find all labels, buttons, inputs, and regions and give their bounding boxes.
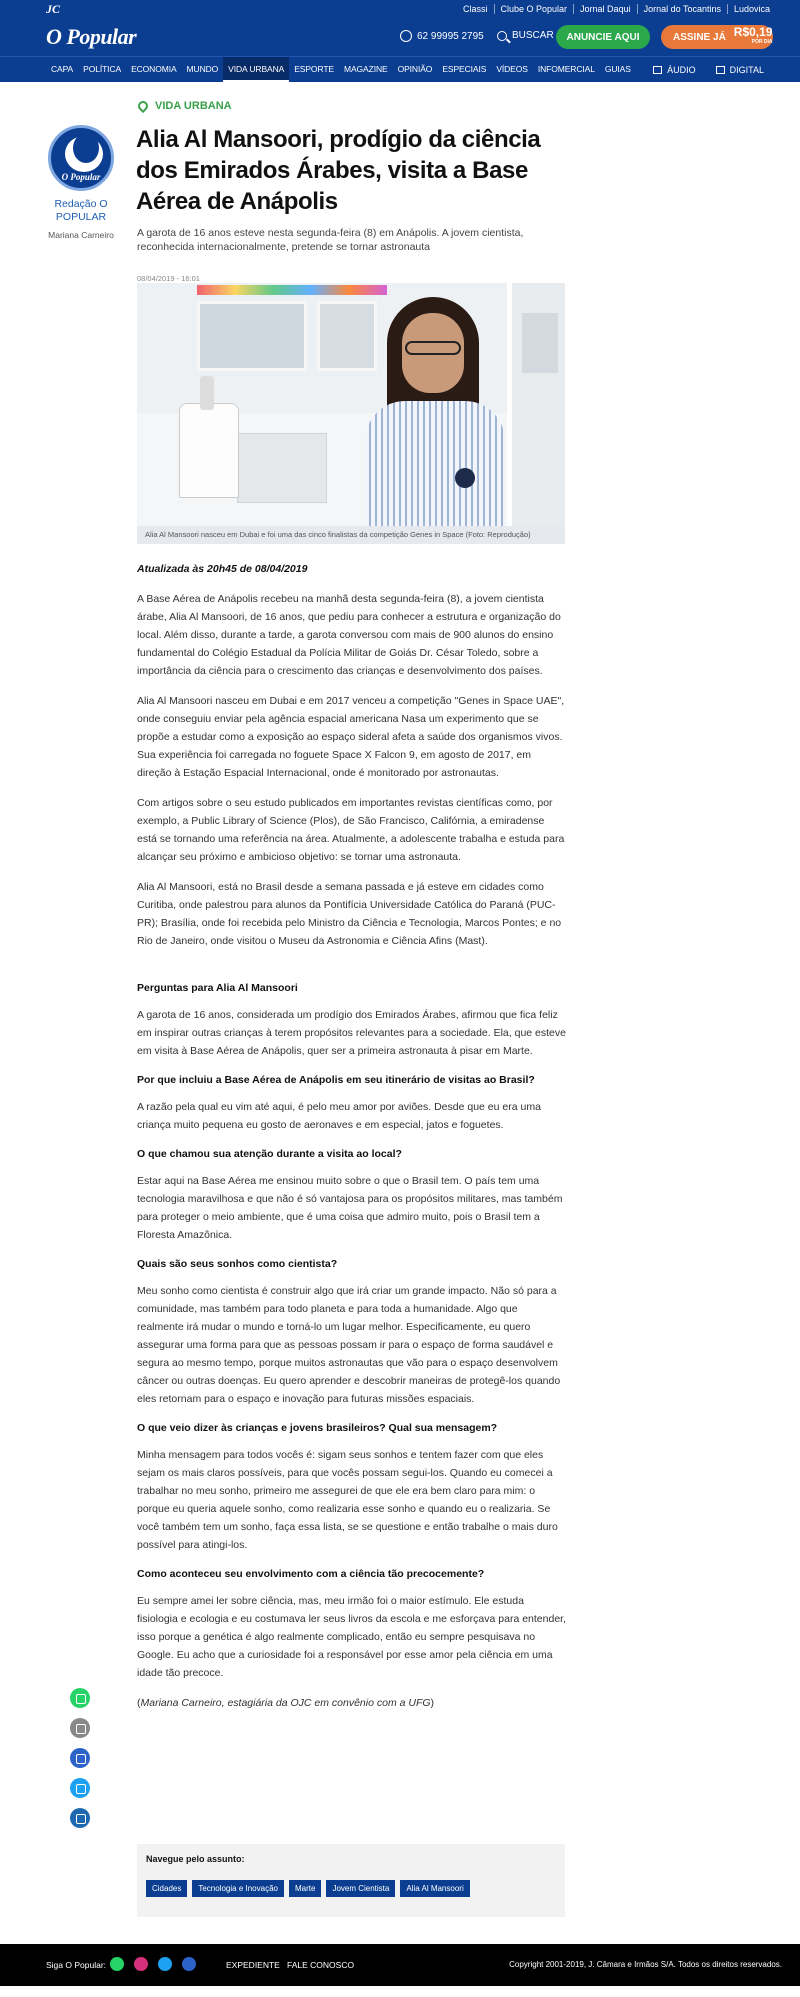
author-contributor: Mariana Carneiro: [48, 230, 114, 240]
search-label: BUSCAR: [512, 30, 554, 41]
interview-question: O que veio dizer às crianças e jovens brasileiros? Qual sua mensagem?: [137, 1422, 498, 1434]
photo-window: [197, 301, 307, 371]
assine-button[interactable]: [661, 25, 773, 49]
whatsapp-icon: [400, 30, 412, 42]
article-title: Alia Al Mansoori, prodígio da ciência dos Emirados Árabes, visita a Base Aérea de Anápolis: [136, 126, 541, 215]
follow-label: Siga O Popular:: [46, 1960, 107, 1970]
interview-question: Como aconteceu seu envolvimento com a ciência tão precocemente?: [137, 1568, 485, 1580]
interview-answer: A razão pela qual eu vim até aqui, é pelo meu amor por aviões. Desde que eu era uma criança muito pequena eu gosto de aeronaves e em especial, jatos e foguetes.: [137, 1101, 541, 1131]
popular-logo-mark: [65, 136, 103, 172]
topic-tag[interactable]: Alia Al Mansoori: [400, 1880, 469, 1897]
topic-tag[interactable]: Marte: [289, 1880, 321, 1897]
interview-answer: Minha mensagem para todos vocês é: sigam seus sonhos e tentem fazer com que eles sejam os mais claros possíveis, para que vocês possam segui-los. Quando eu comecei a trabalhar no meu sonho, primeiro me assegurei de que ele era bem claro para mim: o porque eu queria aquele sonho, como realizaria esse sonho e quando eu o realizaria. Se você também tem um sonho, faça essa lista, se se questione e então trabalhe o mais duro possível para atingi-los.: [137, 1449, 558, 1551]
search-button[interactable]: [497, 30, 554, 41]
interview-question: O que chamou sua atenção durante a visita ao local?: [137, 1148, 402, 1160]
top-links: [457, 0, 776, 18]
section-label: VIDA URBANA: [155, 100, 232, 112]
nav-right: [633, 57, 764, 82]
top-link-tocantins[interactable]: Jornal do Tocantins: [637, 4, 727, 14]
topics-label: Navegue pelo assunto:: [146, 1854, 245, 1864]
section-tag[interactable]: [138, 100, 232, 112]
paragraph: A Base Aérea de Anápolis recebeu na manhã desta segunda-feira (8), a jovem cientista árabe, Alia Al Mansoori, de 16 anos, que pediu para conhecer a estrutura e organização do local. Além disso, durante a tarde, a garota conversou com mais de 900 alunos do ensino fundamental do Colégio Estadual da Polícia Militar de Goiás Dr. César Toledo, sobre a importância da ciência para o crescimento das crianças e desenvolvimento dos países.: [137, 593, 561, 677]
facebook-icon[interactable]: [70, 1748, 90, 1768]
anuncie-button[interactable]: ANUNCIE AQUI: [556, 25, 650, 49]
nav-item-vida-urbana[interactable]: VIDA URBANA: [223, 57, 289, 82]
phone-contact[interactable]: [400, 30, 484, 42]
photo-right-panel: [507, 283, 565, 526]
footer-social: [110, 1957, 206, 1971]
topic-tag[interactable]: Cidades: [146, 1880, 187, 1897]
photo-caption: Alia Al Mansoori nasceu em Dubai e foi uma das cinco finalistas da competição Genes in Space (Foto: Reprodução): [137, 526, 565, 544]
photo-window-2: [317, 301, 377, 371]
top-link-classi[interactable]: Classi: [462, 4, 488, 14]
nav-item-mundo[interactable]: MUNDO: [186, 64, 219, 74]
author-name[interactable]: Redação O POPULAR: [54, 198, 108, 223]
whatsapp-icon[interactable]: [110, 1957, 124, 1971]
linkedin-icon[interactable]: [70, 1808, 90, 1828]
expediente-link[interactable]: EXPEDIENTE: [226, 1960, 280, 1970]
audio-icon: [653, 66, 662, 74]
photo-wall-strip: [197, 285, 387, 295]
twitter-icon[interactable]: [158, 1957, 172, 1971]
copyright: Copyright 2001-2019, J. Câmara e Irmãos S/A. Todos os direitos reservados.: [509, 1960, 782, 1969]
article-subtitle: A garota de 16 anos esteve nesta segunda-feira (8) em Anápolis. A jovem cientista, reconhecida internacionalmente, pretende se tornar astronauta: [137, 227, 524, 253]
top-link-ludovica[interactable]: Ludovica: [727, 4, 776, 14]
audio-label: ÁUDIO: [667, 64, 696, 75]
top-bar: [0, 0, 800, 18]
photo-person-glasses: [405, 341, 461, 355]
footer: [0, 1944, 800, 1986]
digital-label: DIGITAL: [729, 64, 764, 75]
search-icon: [497, 31, 507, 41]
nav-item-opiniao[interactable]: OPINIÃO: [397, 64, 433, 74]
updated-note: Atualizada às 20h45 de 08/04/2019: [137, 563, 308, 575]
article-date: 08/04/2019 - 16:01: [137, 274, 200, 283]
nav-items: [46, 57, 636, 82]
instagram-icon[interactable]: [134, 1957, 148, 1971]
credit-text: Mariana Carneiro, estagiária da OJC em convênio com a UFG: [140, 1697, 431, 1709]
whatsapp-icon[interactable]: [70, 1688, 90, 1708]
top-link-daqui[interactable]: Jornal Daqui: [573, 4, 637, 14]
phone-number: 62 99995 2795: [417, 30, 484, 42]
photo-person-shirt: [365, 401, 505, 526]
twitter-icon[interactable]: [70, 1778, 90, 1798]
paragraph: A garota de 16 anos, considerada um prodígio dos Emirados Árabes, afirmou que fica feliz em inspirar outras crianças à terem propósitos relevantes para a sociedade. Ela, que esteve em visita à Base Aérea de Anápolis, quer ser a primeira astronauta à pisar em Marte.: [137, 1009, 566, 1057]
article-body: [137, 590, 567, 1724]
share-bar: [70, 1688, 90, 1838]
article-credit: [137, 1694, 567, 1712]
assine-per: POR DIA: [751, 39, 773, 45]
spacer: [137, 962, 567, 980]
jc-brand[interactable]: JC: [46, 2, 61, 16]
nav-item-esporte[interactable]: ESPORTE: [294, 64, 334, 74]
fale-conosco-link[interactable]: FALE CONOSCO: [287, 1960, 355, 1970]
topic-tag[interactable]: Tecnologia e Inovação: [192, 1880, 284, 1897]
credit-open: (: [137, 1697, 141, 1709]
topics-box: [137, 1844, 565, 1917]
nav-item-magazine[interactable]: MAGAZINE: [344, 64, 388, 74]
author-avatar-text: O Popular: [61, 172, 101, 182]
digital-icon: [716, 66, 725, 74]
photo-cabinet: [237, 433, 327, 503]
nav-item-politica[interactable]: POLÍTICA: [83, 64, 122, 74]
top-link-clube[interactable]: Clube O Popular: [494, 4, 574, 14]
article-photo[interactable]: [137, 283, 565, 526]
paragraph: Alia Al Mansoori nasceu em Dubai e em 2017 venceu a competição "Genes in Space UAE", onde conseguiu enviar pela agência espacial americana Nasa um experimento que se propõe a estudar como a exposição ao espaço sideral afeta a saúde dos organismos vivos. Sua experiência foi carregada no foguete Space X Falcon 9, em agosto de 2017, em direção à Estação Espacial Internacional, onde é monitorado por astronautas.: [137, 695, 565, 779]
paragraph: Com artigos sobre o seu estudo publicados em importantes revistas científicas como, por exemplo, a Public Library of Science (Plos), de São Francisco, Califórnia, a emiradense está se tornando uma referência na área. Atualmente, a adolescente trabalha e estuda para alcançar seu próximo e ambicioso objetivo: se tornar uma astronauta.: [137, 797, 565, 863]
assine-price: R$0,19: [733, 25, 773, 39]
interview-question: Quais são seus sonhos como cientista?: [137, 1258, 338, 1270]
photo-person-badge: [455, 468, 475, 488]
location-pin-icon: [136, 99, 150, 113]
interview-question: Por que incluiu a Base Aérea de Anápolis em seu itinerário de visitas ao Brasil?: [137, 1074, 535, 1086]
facebook-icon[interactable]: [182, 1957, 196, 1971]
nav-item-economia[interactable]: ECONOMIA: [131, 64, 177, 74]
credit-close: ): [430, 1697, 435, 1709]
interview-answer: Meu sonho como cientista é construir algo que irá criar um grande impacto. Não só para a comunidade, mas também para todo planeta e para toda a humanidade. Algo que realmente irá mudar o mundo e torná-lo um lugar melhor. Especificamente, eu quero assegurar uma forma para que as pessoas possam ir para o espaço de forma saudável e segura ao mesmo tempo, porque muitos astronautas que vão para o espaço desenvolvem câncer ou outras doenças. Eu quero aprender e descobrir maneiras de protegê-los quando eles retornam para o espaço e inovação para futuras missões espaciais.: [137, 1285, 561, 1405]
topic-tag[interactable]: Jovem Cientista: [326, 1880, 395, 1897]
photo-microscope: [179, 403, 239, 498]
topic-tags: [146, 1880, 475, 1897]
nav-item-infomercial[interactable]: INFOMERCIAL: [537, 64, 595, 74]
audio-button[interactable]: [653, 65, 696, 75]
interview-heading: Perguntas para Alia Al Mansoori: [137, 982, 298, 994]
nav-item-capa[interactable]: CAPA: [51, 64, 74, 74]
assine-label: ASSINE JÁ: [673, 31, 726, 43]
nav-item-videos[interactable]: VÍDEOS: [496, 64, 528, 74]
main-nav: [0, 56, 800, 82]
site-logo[interactable]: O Popular: [46, 24, 137, 49]
digital-button[interactable]: [716, 65, 764, 75]
email-icon[interactable]: [70, 1718, 90, 1738]
author-avatar[interactable]: [48, 125, 114, 191]
nav-item-especiais[interactable]: ESPECIAIS: [442, 64, 487, 74]
nav-item-guias[interactable]: GUIAS: [604, 64, 631, 74]
brand-bar: [0, 18, 800, 56]
paragraph: Alia Al Mansoori, está no Brasil desde a semana passada e já esteve em cidades como Curitiba, onde palestrou para alunos da Pontifícia Universidade Católica do Paraná (PUC-PR); Brasília, onde foi recebida pelo Ministro da Ciência e Tecnologia, Marcos Pontes; e no Rio de Janeiro, onde visitou o Museu da Astronomia e Ciência Afins (Mast).: [137, 881, 562, 947]
interview-answer: Eu sempre amei ler sobre ciência, mas, meu irmão foi o maior estímulo. Ele estuda fisiologia e ecologia e eu costumava ler seus livros da escola e me esforçava para entender, isso porque a genética é algo realmente complicado, então eu sempre pesquisava no Google. Eu acho que a curiosidade foi a responsável por esse amor pela ciência em uma idade tão precoce.: [137, 1595, 566, 1679]
interview-answer: Estar aqui na Base Aérea me ensinou muito sobre o que o Brasil tem. O país tem uma tecnologia maravilhosa e que não é só vantajosa para os propósitos militares, mas também para proteger o meio ambiente, que é uma coisa que admiro muito, pois o Brasil tem a Floresta Amazônica.: [137, 1175, 563, 1241]
assine-price-block: [734, 27, 773, 47]
